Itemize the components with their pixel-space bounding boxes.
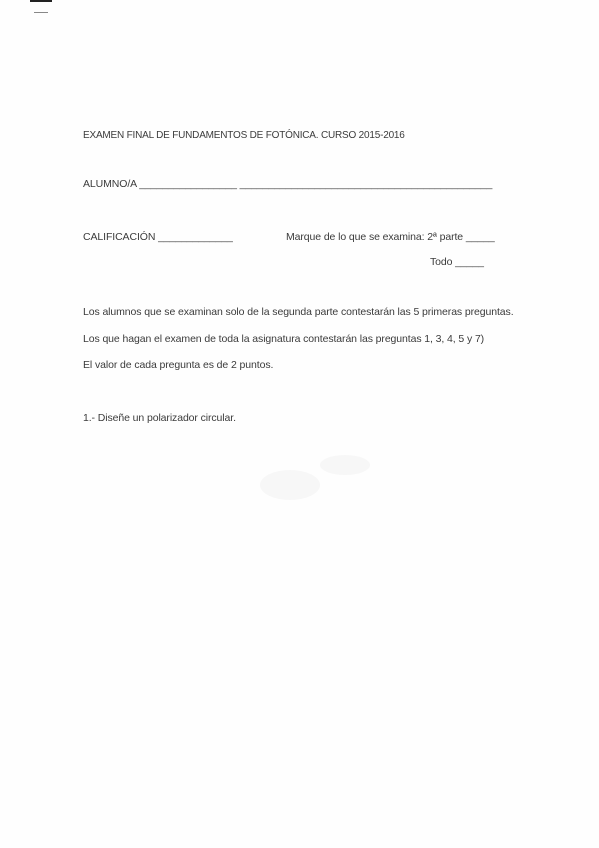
- student-name-field: ALUMNO/A _________________ ____________________________________________: [83, 178, 493, 190]
- instruction-second-part: Los alumnos que se examinan solo de la segunda parte contestarán las 5 primeras preguntas.: [83, 306, 514, 318]
- grade-field: CALIFICACIÓN _____________: [83, 231, 233, 243]
- scan-smudge: [320, 455, 370, 475]
- question-1: 1.- Diseñe un polarizador circular.: [83, 412, 236, 424]
- whole-exam-option: Todo _____: [430, 256, 484, 268]
- scan-mark: [34, 12, 48, 13]
- instruction-whole-subject: Los que hagan el examen de toda la asignatura contestarán las preguntas 1, 3, 4, 5 y 7): [83, 333, 485, 345]
- exam-part-selector: Marque de lo que se examina: 2ª parte _____: [286, 231, 495, 243]
- scan-smudge: [260, 470, 320, 500]
- scan-mark: [30, 0, 52, 2]
- exam-title: EXAMEN FINAL DE FUNDAMENTOS DE FOTÓNICA. CURSO 2015-2016: [83, 130, 405, 141]
- instruction-points: El valor de cada pregunta es de 2 puntos.: [83, 359, 274, 371]
